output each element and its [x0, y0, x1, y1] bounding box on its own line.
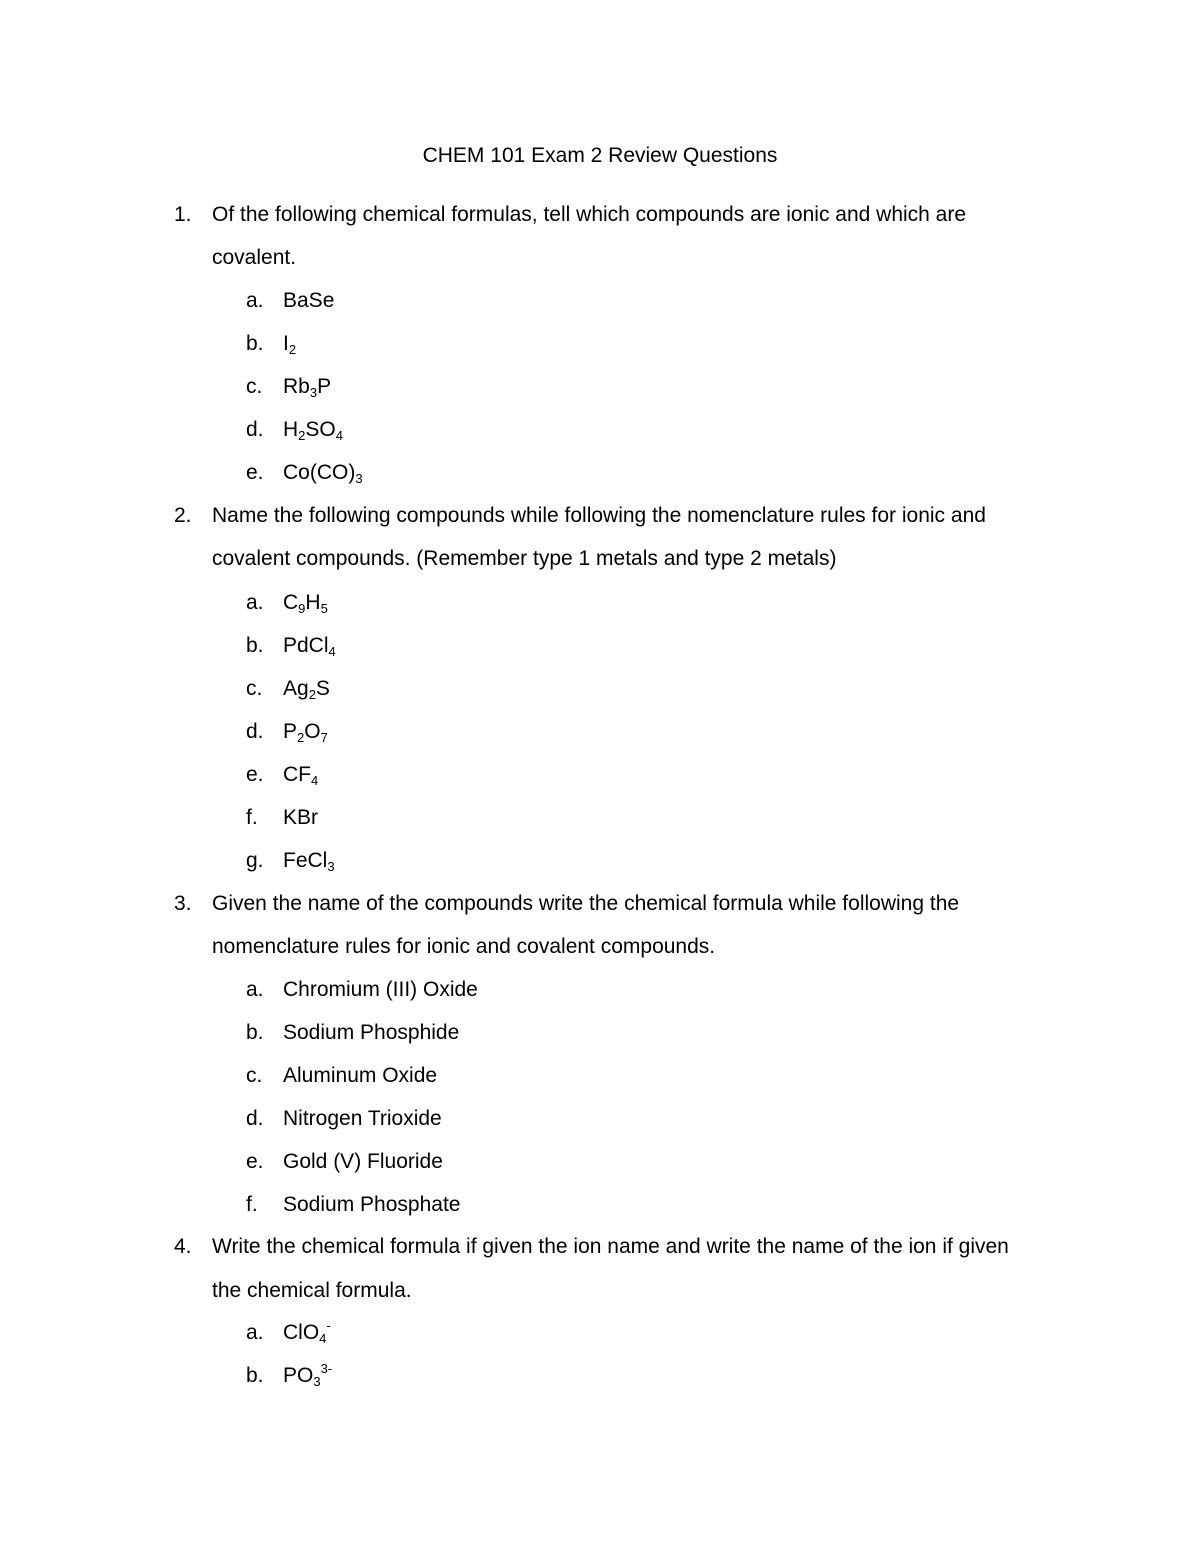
formula-text: C — [283, 591, 299, 614]
item-letter: e. — [246, 461, 264, 484]
subscript: 3 — [313, 1374, 321, 1389]
formula-text: Sodium Phosphate — [283, 1193, 461, 1216]
formula-text: Nitrogen Trioxide — [283, 1107, 442, 1130]
formula-text: P — [317, 375, 332, 398]
formula-text: H — [305, 591, 321, 614]
formula-text: ClO — [283, 1321, 320, 1344]
list-item — [283, 761, 318, 789]
list-item — [283, 1362, 332, 1390]
list-item — [283, 287, 334, 315]
formula-text: CF — [283, 763, 311, 786]
subscript: 4 — [335, 428, 343, 443]
list-item — [283, 718, 328, 746]
formula-text: Chromium (III) Oxide — [283, 978, 478, 1001]
formula-text: S — [315, 677, 330, 700]
item-letter: c. — [246, 1064, 263, 1087]
formula-text: Aluminum Oxide — [283, 1064, 438, 1087]
item-letter: b. — [246, 634, 264, 657]
formula-text: P — [283, 720, 298, 743]
formula-text: Co(CO) — [283, 461, 356, 484]
item-letter: c. — [246, 677, 263, 700]
item-letter: f. — [246, 806, 258, 829]
list-item — [283, 1062, 437, 1090]
subscript: 2 — [308, 687, 316, 702]
formula-text: H — [283, 418, 299, 441]
list-item — [283, 1019, 459, 1047]
formula-text: FeCl — [283, 849, 328, 872]
superscript: - — [326, 1318, 331, 1333]
subscript: 3 — [309, 385, 318, 400]
item-letter: c. — [246, 375, 263, 398]
subscript: 4 — [328, 644, 336, 659]
list-item — [283, 373, 331, 401]
item-letter: b. — [246, 1364, 264, 1387]
subscript: 3 — [355, 471, 363, 486]
list-item — [283, 976, 478, 1004]
list-item — [283, 1319, 331, 1347]
list-item — [283, 804, 318, 832]
list-item — [283, 589, 328, 617]
subscript: 2 — [298, 428, 306, 443]
subscript: 9 — [298, 601, 306, 616]
question-number: 1. — [174, 203, 192, 226]
list-item — [283, 847, 335, 875]
item-letter: g. — [246, 849, 264, 872]
subscript: 2 — [297, 730, 305, 745]
question-text-line: covalent compounds. (Remember type 1 metals and type 2 metals) — [212, 547, 837, 570]
formula-text: Rb — [283, 375, 310, 398]
formula-text: PdCl — [283, 634, 329, 657]
item-letter: d. — [246, 418, 264, 441]
item-letter: e. — [246, 763, 264, 786]
list-item — [283, 459, 363, 487]
item-letter: f. — [246, 1193, 258, 1216]
subscript: 3 — [327, 859, 335, 874]
formula-text: KBr — [283, 806, 319, 829]
subscript: 4 — [311, 773, 319, 788]
formula-text: BaSe — [283, 289, 335, 312]
list-item — [283, 330, 296, 358]
item-letter: a. — [246, 978, 264, 1001]
question-number: 4. — [174, 1235, 192, 1258]
list-item — [283, 675, 330, 703]
item-letter: d. — [246, 1107, 264, 1130]
page-title: CHEM 101 Exam 2 Review Questions — [422, 144, 778, 167]
question-text-line: Name the following compounds while following the nomenclature rules for ionic and — [212, 504, 986, 527]
subscript: 7 — [320, 730, 328, 745]
item-letter: a. — [246, 289, 264, 312]
formula-text: I — [283, 332, 289, 355]
list-item — [283, 1105, 442, 1133]
list-item — [283, 1191, 460, 1219]
question-number: 3. — [174, 892, 192, 915]
item-letter: b. — [246, 332, 264, 355]
item-letter: d. — [246, 720, 264, 743]
formula-text: Sodium Phosphide — [283, 1021, 460, 1044]
item-letter: a. — [246, 1321, 264, 1344]
item-letter: b. — [246, 1021, 264, 1044]
question-text-line: Write the chemical formula if given the ion name and write the name of the ion if given — [212, 1235, 1009, 1258]
list-item — [283, 632, 336, 660]
question-text-line: Given the name of the compounds write the chemical formula while following the — [212, 892, 960, 915]
formula-text: PO — [283, 1364, 314, 1387]
question-text-line: the chemical formula. — [212, 1279, 412, 1302]
list-item — [283, 416, 343, 444]
question-text-line: nomenclature rules for ionic and covalent compounds. — [212, 935, 716, 958]
item-letter: a. — [246, 591, 264, 614]
formula-text: O — [304, 720, 321, 743]
list-item — [283, 1148, 443, 1176]
subscript: 2 — [288, 342, 297, 357]
subscript: 4 — [319, 1331, 327, 1346]
formula-text: Gold (V) Fluoride — [283, 1150, 443, 1173]
formula-text: Ag — [283, 677, 309, 700]
formula-text: SO — [305, 418, 336, 441]
item-letter: e. — [246, 1150, 264, 1173]
question-text-line: covalent. — [212, 246, 297, 269]
question-number: 2. — [174, 504, 192, 527]
subscript: 5 — [320, 601, 328, 616]
superscript: 3- — [320, 1361, 333, 1376]
question-text-line: Of the following chemical formulas, tell which compounds are ionic and which are — [212, 203, 967, 226]
